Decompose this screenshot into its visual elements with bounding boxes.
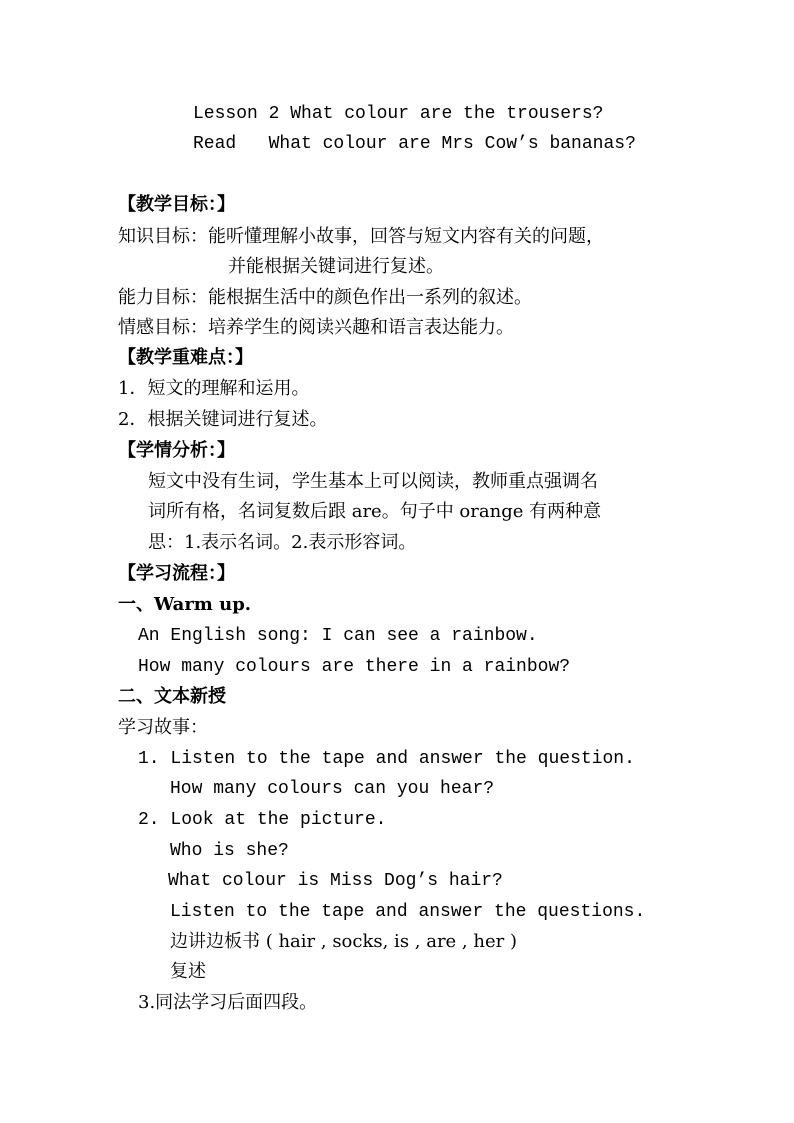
step-3: 3.同法学习后面四段。 <box>138 992 318 1013</box>
analysis-heading: 【学情分析：】 <box>118 440 235 461</box>
step-2-question-2: What colour is Miss Dog’s hair? <box>168 871 503 891</box>
key-point-2: 2．根据关键词进行复述。 <box>118 409 328 430</box>
step-2-board-notes: 边讲边板书 ( hair , socks, is , are , her ) <box>170 931 517 952</box>
ability-goal: 能力目标：能根据生活中的颜色作出一系列的叙述。 <box>118 287 532 308</box>
knowledge-goal: 知识目标：能听懂理解小故事，回答与短文内容有关的问题， <box>118 226 604 247</box>
reading-title: Read What colour are Mrs Cow’s bananas? <box>193 134 636 154</box>
step-2-question-3: Listen to the tape and answer the questions. <box>170 902 646 922</box>
analysis-line-1: 短文中没有生词，学生基本上可以阅读，教师重点强调名 <box>148 471 598 492</box>
step-2-retell: 复述 <box>170 961 206 982</box>
warm-up-heading: 一、Warm up. <box>118 594 252 615</box>
process-heading: 【学习流程：】 <box>118 563 235 584</box>
emotion-goal: 情感目标：培养学生的阅读兴趣和语言表达能力。 <box>118 317 514 338</box>
key-points-heading: 【教学重难点：】 <box>118 347 253 368</box>
lesson-title: Lesson 2 What colour are the trousers? <box>193 104 604 124</box>
warm-up-song: An English song: I can see a rainbow. <box>138 626 538 646</box>
step-2: 2. Look at the picture. <box>138 810 387 830</box>
analysis-line-2: 词所有格，名词复数后跟 are。句子中 orange 有两种意 <box>148 501 602 522</box>
teaching-goals-heading: 【教学目标：】 <box>118 194 235 215</box>
new-text-heading: 二、文本新授 <box>118 686 226 707</box>
step-1-question: How many colours can you hear? <box>170 779 495 799</box>
knowledge-goal-continued: 并能根据关键词进行复述。 <box>228 256 444 277</box>
analysis-line-3: 思：1.表示名词。2.表示形容词。 <box>148 532 417 553</box>
step-2-question-1: Who is she? <box>170 841 289 861</box>
warm-up-question: How many colours are there in a rainbow? <box>138 657 571 677</box>
story-label: 学习故事： <box>118 717 208 738</box>
key-point-1: 1．短文的理解和运用。 <box>118 378 310 399</box>
step-1: 1. Listen to the tape and answer the question. <box>138 749 635 769</box>
